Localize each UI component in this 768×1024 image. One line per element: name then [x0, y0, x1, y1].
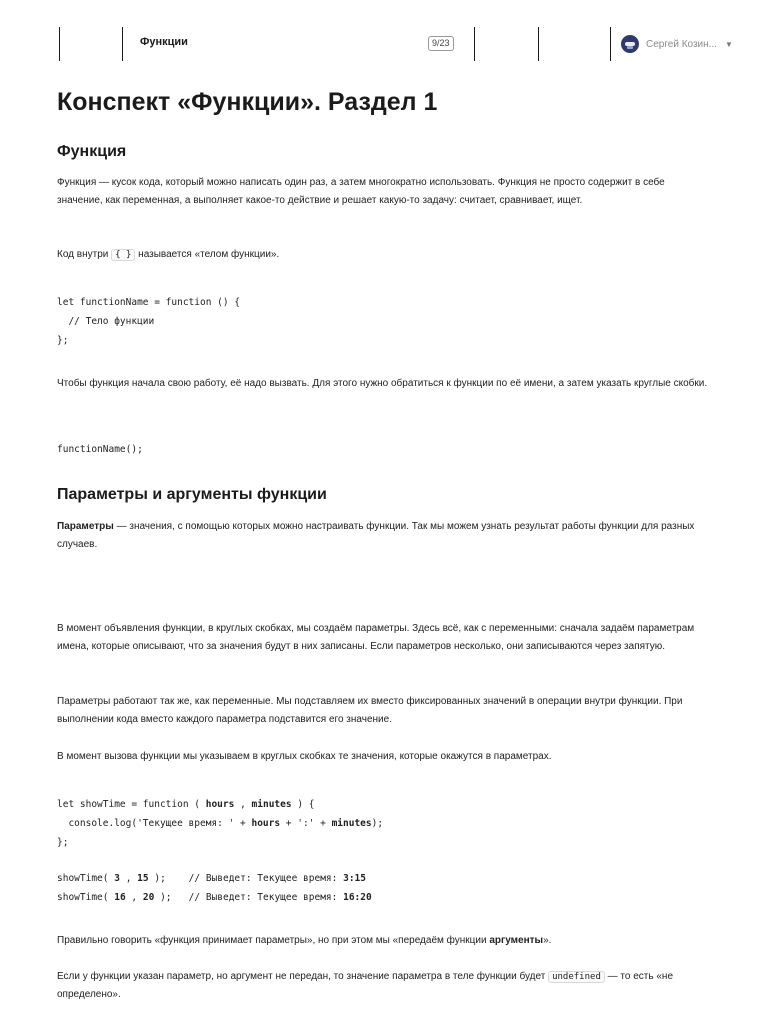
- code-block: let showTime = function ( hours , minutes ) { console.log('Текущее время: ' + hours + ':' + minutes); };: [57, 799, 384, 848]
- section-heading: Функция: [57, 143, 127, 160]
- user-name: Сергей Козин...: [646, 38, 718, 50]
- top-bar: [0, 0, 768, 88]
- inline-code: { }: [111, 249, 135, 261]
- divider: [474, 27, 475, 61]
- paragraph: Если у функции указан параметр, но аргумент не передан, то значение параметра в теле функции будет undefined — то есть «не определено».: [57, 971, 674, 1000]
- user-menu[interactable]: [621, 35, 733, 53]
- paragraph: Функция — кусок кода, который можно написать один раз, а затем многократно использовать. Функция не просто содержит в себе значение, как переменная, а выполняет какое-то действие и решает какую-то задачу: считает, сравнивает, ищет.: [57, 177, 665, 206]
- paragraph: Код внутри { } называется «телом функции».: [57, 249, 280, 260]
- inline-code: undefined: [548, 971, 605, 983]
- paragraph: Параметры работают так же, как переменные. Мы подставляем их вместо фиксированных значений в операции внутри функции. При выполнении кода вместо каждого параметра подставится его значение.: [57, 696, 683, 725]
- divider: [538, 27, 539, 61]
- divider: [610, 27, 611, 61]
- page-title: Конспект «Функции». Раздел 1: [57, 88, 438, 116]
- paragraph: В момент вызова функции мы указываем в круглых скобках те значения, которые окажутся в параметрах.: [57, 751, 552, 762]
- paragraph: Правильно говорить «функция принимает параметры», но при этом мы «передаём функции аргументы».: [57, 935, 552, 946]
- paragraph: Чтобы функция начала свою работу, её надо вызвать. Для этого нужно обратиться к функции по её имени, а затем указать круглые скобки.: [57, 378, 708, 389]
- paragraph: Параметры — значения, с помощью которых можно настраивать функции. Так мы можем узнать результат работы функции для разных случаев.: [57, 521, 695, 550]
- divider: [122, 27, 123, 61]
- divider: [59, 27, 60, 61]
- user-avatar-icon: [621, 35, 639, 53]
- code-block: functionName();: [57, 444, 143, 455]
- section-heading: Параметры и аргументы функции: [57, 486, 327, 503]
- course-title[interactable]: Функции: [140, 36, 188, 48]
- code-block: let functionName = function () { // Тело функции };: [57, 297, 241, 346]
- code-block: showTime( 3 , 15 ); // Выведет: Текущее время: 3:15 showTime( 16 , 20 ); // Выведет: Текущее время: 16:20: [57, 873, 372, 903]
- chevron-down-icon[interactable]: ▼: [725, 39, 733, 49]
- paragraph: В момент объявления функции, в круглых скобках, мы создаём параметры. Здесь всё, как с переменными: сначала задаём параметрам имена, которые описывают, что за значения будут в них записаны. Если параметров несколько, они записываются через запятую.: [57, 623, 695, 652]
- lesson-progress: 9/23: [428, 36, 454, 51]
